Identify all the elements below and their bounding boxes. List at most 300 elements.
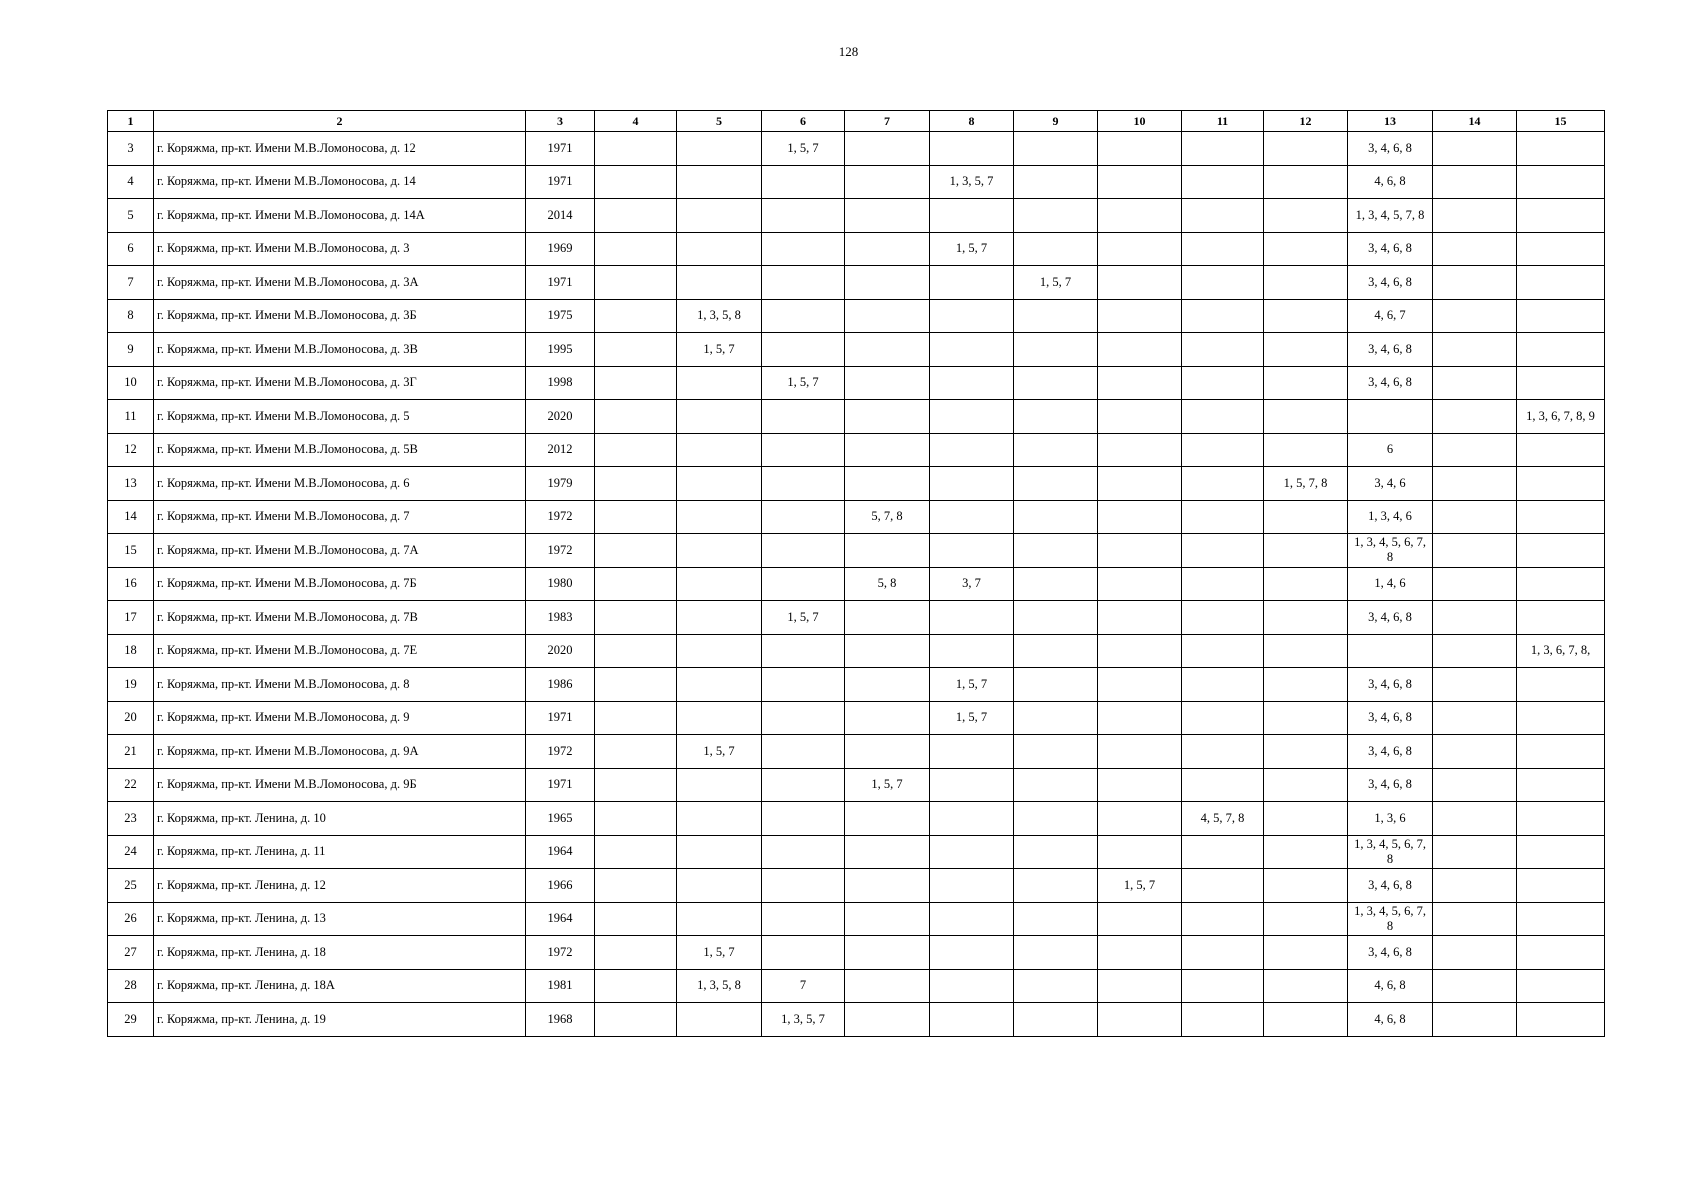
table-cell: [1264, 902, 1348, 936]
row-number-cell: 26: [108, 902, 154, 936]
row-number-cell: 11: [108, 400, 154, 434]
row-number-cell: 16: [108, 567, 154, 601]
table-cell: [1014, 869, 1098, 903]
address-cell: г. Коряжма, пр-кт. Имени М.В.Ломоносова, д. 14А: [154, 199, 526, 233]
table-cell: 4, 6, 7: [1348, 299, 1433, 333]
table-cell: [1264, 132, 1348, 166]
table-cell: [930, 969, 1014, 1003]
table-cell: 1998: [526, 366, 595, 400]
table-cell: [930, 534, 1014, 568]
table-cell: [930, 333, 1014, 367]
table-cell: [1098, 534, 1182, 568]
table-cell: [1182, 835, 1264, 869]
table-row: [108, 567, 1605, 601]
table-cell: [762, 634, 845, 668]
table-cell: [762, 433, 845, 467]
row-number-cell: 18: [108, 634, 154, 668]
table-cell: [1517, 969, 1605, 1003]
table-cell: 3, 4, 6, 8: [1348, 366, 1433, 400]
housing-register-table: [107, 110, 1605, 1037]
address-cell: г. Коряжма, пр-кт. Ленина, д. 12: [154, 869, 526, 903]
table-row: [108, 132, 1605, 166]
table-cell: [1264, 701, 1348, 735]
table-cell: [677, 802, 762, 836]
table-cell: 6: [1348, 433, 1433, 467]
table-cell: [1433, 969, 1517, 1003]
row-number-cell: 22: [108, 768, 154, 802]
table-cell: [762, 802, 845, 836]
table-cell: [1433, 366, 1517, 400]
table-cell: [1264, 735, 1348, 769]
table-cell: [1348, 400, 1433, 434]
table-cell: [845, 902, 930, 936]
table-cell: [930, 366, 1014, 400]
table-cell: 1972: [526, 936, 595, 970]
table-cell: 7: [762, 969, 845, 1003]
table-cell: [1517, 936, 1605, 970]
table-cell: [845, 835, 930, 869]
address-cell: г. Коряжма, пр-кт. Имени М.В.Ломоносова, д. 3: [154, 232, 526, 266]
column-header-3: 3: [526, 111, 595, 132]
table-cell: [1517, 1003, 1605, 1037]
address-cell: г. Коряжма, пр-кт. Ленина, д. 10: [154, 802, 526, 836]
column-header-9: 9: [1014, 111, 1098, 132]
address-cell: г. Коряжма, пр-кт. Имени М.В.Ломоносова, д. 7А: [154, 534, 526, 568]
column-header-12: 12: [1264, 111, 1348, 132]
table-cell: [1014, 132, 1098, 166]
column-header-11: 11: [1182, 111, 1264, 132]
table-row: [108, 400, 1605, 434]
table-cell: 1983: [526, 601, 595, 635]
table-row: [108, 902, 1605, 936]
table-cell: [1264, 266, 1348, 300]
row-number-cell: 7: [108, 266, 154, 300]
table-cell: [845, 869, 930, 903]
table-cell: [845, 735, 930, 769]
table-cell: [595, 366, 677, 400]
row-number-cell: 4: [108, 165, 154, 199]
page-number: 128: [838, 44, 859, 59]
address-cell: г. Коряжма, пр-кт. Имени М.В.Ломоносова, д. 3В: [154, 333, 526, 367]
table-cell: 3, 4, 6, 8: [1348, 266, 1433, 300]
table-cell: 1995: [526, 333, 595, 367]
table-cell: 1971: [526, 165, 595, 199]
table-cell: [845, 199, 930, 233]
table-cell: 1981: [526, 969, 595, 1003]
table-cell: [677, 165, 762, 199]
table-row: [108, 701, 1605, 735]
table-cell: 1, 3, 4, 5, 6, 7, 8: [1348, 902, 1433, 936]
table-cell: [1014, 400, 1098, 434]
table-cell: [595, 500, 677, 534]
address-cell: г. Коряжма, пр-кт. Ленина, д. 18А: [154, 969, 526, 1003]
column-header-2: 2: [154, 111, 526, 132]
row-number-cell: 23: [108, 802, 154, 836]
table-cell: [930, 400, 1014, 434]
table-cell: 1965: [526, 802, 595, 836]
table-cell: [1433, 132, 1517, 166]
table-cell: [762, 567, 845, 601]
table-cell: 1, 3, 5, 7: [762, 1003, 845, 1037]
table-cell: [677, 634, 762, 668]
table-cell: 1, 3, 4, 5, 7, 8: [1348, 199, 1433, 233]
row-number-cell: 28: [108, 969, 154, 1003]
table-cell: [1264, 969, 1348, 1003]
table-cell: [1517, 366, 1605, 400]
table-cell: [845, 936, 930, 970]
table-cell: [1014, 299, 1098, 333]
table-cell: [845, 969, 930, 1003]
table-cell: [930, 735, 1014, 769]
table-row: [108, 969, 1605, 1003]
table-cell: [1517, 232, 1605, 266]
table-cell: 2014: [526, 199, 595, 233]
table-cell: [762, 266, 845, 300]
table-cell: [1433, 500, 1517, 534]
column-header-6: 6: [762, 111, 845, 132]
table-cell: [1098, 969, 1182, 1003]
table-cell: 1966: [526, 869, 595, 903]
table-cell: [1517, 132, 1605, 166]
table-cell: 1, 3, 6, 7, 8,: [1517, 634, 1605, 668]
column-header-5: 5: [677, 111, 762, 132]
table-row: [108, 634, 1605, 668]
table-cell: [595, 601, 677, 635]
table-cell: [1014, 433, 1098, 467]
table-cell: [1433, 299, 1517, 333]
table-cell: 2012: [526, 433, 595, 467]
table-row: [108, 802, 1605, 836]
table-row: [108, 936, 1605, 970]
table-row: [108, 500, 1605, 534]
table-cell: [1014, 467, 1098, 501]
table-cell: [1517, 567, 1605, 601]
address-cell: г. Коряжма, пр-кт. Имени М.В.Ломоносова, д. 6: [154, 467, 526, 501]
row-number-cell: 9: [108, 333, 154, 367]
table-cell: [762, 701, 845, 735]
table-cell: 1, 5, 7: [762, 366, 845, 400]
table-cell: [1014, 366, 1098, 400]
table-cell: 1, 5, 7: [845, 768, 930, 802]
table-cell: [845, 701, 930, 735]
table-cell: [1348, 634, 1433, 668]
table-cell: [845, 1003, 930, 1037]
table-row: [108, 232, 1605, 266]
table-cell: [1264, 534, 1348, 568]
table-cell: 4, 5, 7, 8: [1182, 802, 1264, 836]
table-cell: [677, 1003, 762, 1037]
table-cell: [1182, 299, 1264, 333]
table-cell: [595, 199, 677, 233]
table-cell: 1, 5, 7: [1014, 266, 1098, 300]
table-cell: [1264, 433, 1348, 467]
row-number-cell: 27: [108, 936, 154, 970]
table-cell: 3, 4, 6, 8: [1348, 232, 1433, 266]
table-cell: [1517, 199, 1605, 233]
table-cell: [1182, 199, 1264, 233]
table-cell: [1264, 199, 1348, 233]
table-cell: [845, 165, 930, 199]
row-number-cell: 13: [108, 467, 154, 501]
table-cell: [1517, 835, 1605, 869]
table-cell: 1, 5, 7: [1098, 869, 1182, 903]
table-cell: [1264, 1003, 1348, 1037]
table-cell: [677, 199, 762, 233]
table-row: [108, 433, 1605, 467]
table-cell: [1517, 902, 1605, 936]
table-cell: [595, 433, 677, 467]
address-cell: г. Коряжма, пр-кт. Имени М.В.Ломоносова, д. 9А: [154, 735, 526, 769]
table-cell: 3, 4, 6, 8: [1348, 869, 1433, 903]
row-number-cell: 20: [108, 701, 154, 735]
table-cell: [1182, 869, 1264, 903]
table-cell: [1014, 232, 1098, 266]
table-cell: [762, 165, 845, 199]
table-cell: [1517, 266, 1605, 300]
table-cell: [595, 668, 677, 702]
table-cell: 1, 5, 7: [677, 936, 762, 970]
table-cell: [930, 199, 1014, 233]
table-cell: [1517, 433, 1605, 467]
table-cell: [595, 936, 677, 970]
column-header-1: 1: [108, 111, 154, 132]
table-cell: [930, 266, 1014, 300]
table-cell: [762, 768, 845, 802]
table-cell: [1098, 266, 1182, 300]
table-cell: [1517, 534, 1605, 568]
table-cell: [1433, 266, 1517, 300]
table-cell: [1098, 902, 1182, 936]
table-cell: 1, 3, 5, 8: [677, 299, 762, 333]
table-body: [108, 132, 1605, 1037]
table-cell: [1182, 500, 1264, 534]
table-row: [108, 199, 1605, 233]
table-cell: [762, 534, 845, 568]
table-cell: [762, 199, 845, 233]
address-cell: г. Коряжма, пр-кт. Ленина, д. 19: [154, 1003, 526, 1037]
table-cell: [1098, 634, 1182, 668]
table-cell: [1014, 936, 1098, 970]
address-cell: г. Коряжма, пр-кт. Имени М.В.Ломоносова, д. 3А: [154, 266, 526, 300]
table-cell: [1433, 869, 1517, 903]
address-cell: г. Коряжма, пр-кт. Имени М.В.Ломоносова, д. 7Б: [154, 567, 526, 601]
table-cell: [1182, 634, 1264, 668]
table-cell: [677, 534, 762, 568]
table-cell: [1264, 835, 1348, 869]
table-row: [108, 668, 1605, 702]
table-cell: [1433, 433, 1517, 467]
table-cell: [1182, 333, 1264, 367]
table-cell: [762, 500, 845, 534]
table-cell: [762, 467, 845, 501]
table-cell: [1098, 165, 1182, 199]
row-number-cell: 25: [108, 869, 154, 903]
table-cell: [1182, 467, 1264, 501]
table-cell: [1264, 165, 1348, 199]
table-cell: [1182, 400, 1264, 434]
table-cell: [930, 467, 1014, 501]
table-cell: [930, 768, 1014, 802]
table-cell: 1, 3, 5, 8: [677, 969, 762, 1003]
table-cell: [1182, 165, 1264, 199]
table-cell: [930, 500, 1014, 534]
row-number-cell: 24: [108, 835, 154, 869]
table-cell: [1433, 1003, 1517, 1037]
table-cell: [1182, 232, 1264, 266]
table-cell: [1014, 165, 1098, 199]
table-cell: 1971: [526, 132, 595, 166]
table-cell: [1517, 333, 1605, 367]
table-cell: [762, 902, 845, 936]
table-cell: [1098, 299, 1182, 333]
table-cell: [1014, 601, 1098, 635]
address-cell: г. Коряжма, пр-кт. Имени М.В.Ломоносова, д. 3Б: [154, 299, 526, 333]
table-cell: [1182, 902, 1264, 936]
table-cell: [677, 567, 762, 601]
table-cell: 1, 3, 6: [1348, 802, 1433, 836]
table-row: [108, 601, 1605, 635]
table-row: [108, 467, 1605, 501]
table-cell: [1014, 199, 1098, 233]
table-cell: 4, 6, 8: [1348, 969, 1433, 1003]
table-cell: [1014, 1003, 1098, 1037]
table-cell: [845, 433, 930, 467]
table-cell: [1264, 768, 1348, 802]
table-cell: 1972: [526, 534, 595, 568]
table-cell: [845, 802, 930, 836]
row-number-cell: 6: [108, 232, 154, 266]
table-cell: [845, 534, 930, 568]
table-header: [108, 111, 1605, 132]
table-cell: [1264, 802, 1348, 836]
table-cell: [845, 366, 930, 400]
table-cell: [1098, 936, 1182, 970]
table-cell: [1014, 534, 1098, 568]
table-cell: [1182, 266, 1264, 300]
table-cell: [677, 835, 762, 869]
table-cell: 1971: [526, 701, 595, 735]
table-cell: [1517, 802, 1605, 836]
table-cell: [595, 701, 677, 735]
table-cell: [762, 668, 845, 702]
address-cell: г. Коряжма, пр-кт. Имени М.В.Ломоносова, д. 12: [154, 132, 526, 166]
table-cell: [1014, 768, 1098, 802]
table-cell: [677, 400, 762, 434]
table-cell: [595, 299, 677, 333]
table-cell: 1, 3, 4, 5, 6, 7, 8: [1348, 534, 1433, 568]
table-cell: [595, 132, 677, 166]
address-cell: г. Коряжма, пр-кт. Имени М.В.Ломоносова, д. 14: [154, 165, 526, 199]
table-cell: 3, 4, 6: [1348, 467, 1433, 501]
table-cell: [1014, 902, 1098, 936]
table-cell: [1433, 634, 1517, 668]
table-cell: [1433, 835, 1517, 869]
table-cell: 1986: [526, 668, 595, 702]
table-cell: [930, 835, 1014, 869]
table-cell: [1014, 567, 1098, 601]
table-cell: [930, 601, 1014, 635]
table-cell: [1014, 969, 1098, 1003]
table-cell: 3, 4, 6, 8: [1348, 668, 1433, 702]
table-cell: [595, 768, 677, 802]
table-cell: [595, 165, 677, 199]
address-cell: г. Коряжма, пр-кт. Имени М.В.Ломоносова, д. 9Б: [154, 768, 526, 802]
table-cell: [1014, 634, 1098, 668]
row-number-cell: 8: [108, 299, 154, 333]
table-cell: 1, 5, 7, 8: [1264, 467, 1348, 501]
row-number-cell: 5: [108, 199, 154, 233]
address-cell: г. Коряжма, пр-кт. Имени М.В.Ломоносова, д. 7: [154, 500, 526, 534]
address-cell: г. Коряжма, пр-кт. Ленина, д. 13: [154, 902, 526, 936]
table-cell: 1980: [526, 567, 595, 601]
table-cell: 3, 4, 6, 8: [1348, 132, 1433, 166]
table-cell: [845, 400, 930, 434]
table-cell: [677, 467, 762, 501]
table-cell: [677, 902, 762, 936]
address-cell: г. Коряжма, пр-кт. Имени М.В.Ломоносова, д. 7Е: [154, 634, 526, 668]
row-number-cell: 21: [108, 735, 154, 769]
table-cell: 1, 3, 6, 7, 8, 9: [1517, 400, 1605, 434]
table-cell: [1433, 802, 1517, 836]
table-cell: [1098, 567, 1182, 601]
table-cell: [1182, 1003, 1264, 1037]
table-cell: [762, 936, 845, 970]
table-cell: [1182, 735, 1264, 769]
row-number-cell: 29: [108, 1003, 154, 1037]
table-cell: [1433, 534, 1517, 568]
table-row: [108, 534, 1605, 568]
table-cell: [1517, 601, 1605, 635]
table-cell: [1433, 701, 1517, 735]
table-cell: [1264, 567, 1348, 601]
table-cell: [595, 534, 677, 568]
table-cell: [1517, 668, 1605, 702]
table-cell: [1517, 500, 1605, 534]
table-row: [108, 1003, 1605, 1037]
table-cell: [762, 869, 845, 903]
table-cell: [1433, 333, 1517, 367]
table-row: [108, 165, 1605, 199]
header-row: [108, 111, 1605, 132]
column-header-13: 13: [1348, 111, 1433, 132]
table-cell: 1, 5, 7: [677, 333, 762, 367]
table-cell: [930, 433, 1014, 467]
table-cell: 3, 4, 6, 8: [1348, 601, 1433, 635]
table-cell: [1014, 701, 1098, 735]
table-cell: [595, 266, 677, 300]
table-cell: 5, 7, 8: [845, 500, 930, 534]
table-row: [108, 333, 1605, 367]
table-cell: [1098, 601, 1182, 635]
table-cell: 1964: [526, 902, 595, 936]
table-cell: [677, 500, 762, 534]
table-cell: [1182, 567, 1264, 601]
table-cell: 3, 4, 6, 8: [1348, 333, 1433, 367]
table-cell: [845, 668, 930, 702]
table-cell: [845, 266, 930, 300]
table-cell: [930, 132, 1014, 166]
table-cell: [1182, 668, 1264, 702]
table-cell: [930, 902, 1014, 936]
table-cell: 1, 5, 7: [930, 668, 1014, 702]
table-cell: [1182, 366, 1264, 400]
table-cell: [677, 266, 762, 300]
table-cell: [1098, 1003, 1182, 1037]
table-cell: [930, 1003, 1014, 1037]
table-cell: [762, 835, 845, 869]
table-cell: 3, 4, 6, 8: [1348, 701, 1433, 735]
row-number-cell: 3: [108, 132, 154, 166]
